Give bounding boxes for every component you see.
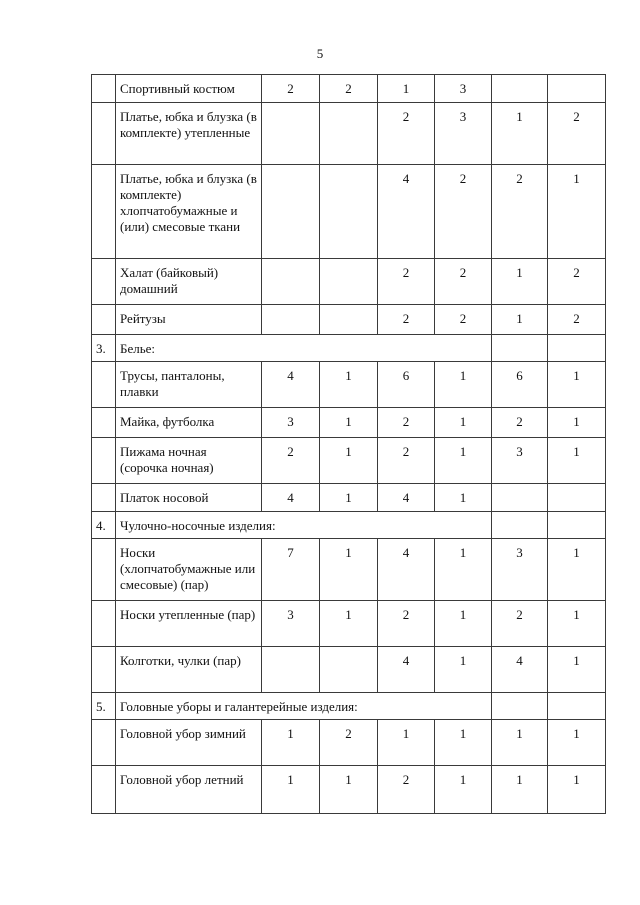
value-cell: 2	[378, 438, 435, 484]
value-cell: 1	[320, 601, 378, 647]
value-cell: 1	[548, 438, 606, 484]
value-cell	[548, 75, 606, 103]
table-row	[92, 408, 606, 438]
value-cell: 1	[320, 766, 378, 814]
empty-cell	[548, 512, 606, 539]
index-cell	[92, 539, 116, 601]
empty-cell	[492, 693, 548, 720]
value-cell	[262, 305, 320, 335]
index-cell	[92, 408, 116, 438]
value-cell: 1	[492, 259, 548, 305]
value-cell: 3	[262, 408, 320, 438]
section-index: 3.	[92, 335, 116, 362]
value-cell	[492, 75, 548, 103]
value-cell: 1	[548, 539, 606, 601]
value-cell: 3	[435, 75, 492, 103]
value-cell: 1	[320, 408, 378, 438]
value-cell	[320, 305, 378, 335]
value-cell: 1	[320, 484, 378, 512]
index-cell	[92, 103, 116, 165]
value-cell: 1	[320, 438, 378, 484]
value-cell: 1	[435, 647, 492, 693]
index-cell	[92, 720, 116, 766]
index-cell	[92, 647, 116, 693]
index-cell	[92, 438, 116, 484]
value-cell: 3	[492, 539, 548, 601]
table-row	[92, 362, 606, 408]
section-title: Чулочно-носочные изделия:	[116, 512, 492, 539]
value-cell: 4	[262, 362, 320, 408]
table-row	[92, 305, 606, 335]
empty-cell	[492, 512, 548, 539]
page-number: 5	[316, 46, 324, 61]
value-cell: 1	[548, 647, 606, 693]
section-title: Головные уборы и галантерейные изделия:	[116, 693, 492, 720]
value-cell: 2	[548, 103, 606, 165]
value-cell: 2	[378, 408, 435, 438]
value-cell: 4	[262, 484, 320, 512]
value-cell: 2	[492, 165, 548, 259]
value-cell: 1	[435, 408, 492, 438]
value-cell	[320, 647, 378, 693]
value-cell: 2	[378, 259, 435, 305]
section-row	[92, 512, 606, 539]
value-cell	[320, 165, 378, 259]
value-cell: 3	[262, 601, 320, 647]
item-name: Трусы, панталоны, плавки	[116, 362, 262, 408]
value-cell: 4	[378, 165, 435, 259]
value-cell: 3	[492, 438, 548, 484]
value-cell: 2	[262, 438, 320, 484]
value-cell: 2	[320, 75, 378, 103]
item-name: Майка, футболка	[116, 408, 262, 438]
table-row	[92, 75, 606, 103]
value-cell	[320, 259, 378, 305]
value-cell: 1	[548, 720, 606, 766]
table-row	[92, 259, 606, 305]
section-row	[92, 693, 606, 720]
table-row	[92, 438, 606, 484]
value-cell: 1	[435, 766, 492, 814]
value-cell: 7	[262, 539, 320, 601]
section-index: 4.	[92, 512, 116, 539]
value-cell: 2	[378, 305, 435, 335]
table-row	[92, 103, 606, 165]
value-cell: 4	[378, 647, 435, 693]
value-cell: 1	[492, 103, 548, 165]
value-cell: 2	[492, 408, 548, 438]
item-name: Носки (хлопчатобумажные или смесовые) (пар)	[116, 539, 262, 601]
value-cell: 1	[435, 438, 492, 484]
table-row	[92, 165, 606, 259]
value-cell: 1	[435, 539, 492, 601]
value-cell: 2	[378, 103, 435, 165]
value-cell	[262, 259, 320, 305]
value-cell	[262, 165, 320, 259]
table-row	[92, 539, 606, 601]
value-cell: 6	[492, 362, 548, 408]
value-cell: 1	[548, 766, 606, 814]
value-cell: 2	[435, 165, 492, 259]
value-cell: 2	[548, 305, 606, 335]
value-cell: 1	[492, 305, 548, 335]
table-body	[92, 75, 606, 814]
value-cell: 1	[548, 362, 606, 408]
item-name: Платье, юбка и блузка (в комплекте) утепленные	[116, 103, 262, 165]
value-cell: 2	[378, 766, 435, 814]
index-cell	[92, 601, 116, 647]
item-name: Рейтузы	[116, 305, 262, 335]
value-cell: 1	[435, 601, 492, 647]
item-name: Колготки, чулки (пар)	[116, 647, 262, 693]
value-cell: 4	[378, 539, 435, 601]
value-cell: 1	[548, 165, 606, 259]
value-cell: 1	[378, 75, 435, 103]
value-cell: 2	[548, 259, 606, 305]
value-cell: 2	[262, 75, 320, 103]
index-cell	[92, 766, 116, 814]
table-row	[92, 484, 606, 512]
item-name: Платье, юбка и блузка (в комплекте) хлопчатобумажные и (или) смесовые ткани	[116, 165, 262, 259]
value-cell	[492, 484, 548, 512]
value-cell	[262, 103, 320, 165]
value-cell: 6	[378, 362, 435, 408]
value-cell	[548, 484, 606, 512]
value-cell: 4	[492, 647, 548, 693]
index-cell	[92, 362, 116, 408]
value-cell: 1	[492, 720, 548, 766]
item-name: Платок носовой	[116, 484, 262, 512]
empty-cell	[492, 335, 548, 362]
index-cell	[92, 259, 116, 305]
item-name: Пижама ночная (сорочка ночная)	[116, 438, 262, 484]
value-cell: 2	[492, 601, 548, 647]
table-row	[92, 720, 606, 766]
section-title: Белье:	[116, 335, 492, 362]
index-cell	[92, 75, 116, 103]
value-cell: 4	[378, 484, 435, 512]
value-cell: 3	[435, 103, 492, 165]
section-index: 5.	[92, 693, 116, 720]
table-row	[92, 601, 606, 647]
value-cell: 1	[435, 362, 492, 408]
value-cell: 1	[492, 766, 548, 814]
empty-cell	[548, 693, 606, 720]
value-cell: 1	[435, 720, 492, 766]
clothing-norms-table	[91, 74, 606, 814]
value-cell: 1	[378, 720, 435, 766]
item-name: Халат (байковый) домашний	[116, 259, 262, 305]
value-cell: 2	[435, 259, 492, 305]
value-cell: 1	[548, 601, 606, 647]
item-name: Головной убор летний	[116, 766, 262, 814]
table-row	[92, 766, 606, 814]
item-name: Носки утепленные (пар)	[116, 601, 262, 647]
section-row	[92, 335, 606, 362]
empty-cell	[548, 335, 606, 362]
value-cell: 1	[262, 766, 320, 814]
value-cell: 2	[435, 305, 492, 335]
value-cell: 1	[435, 484, 492, 512]
index-cell	[92, 305, 116, 335]
index-cell	[92, 165, 116, 259]
item-name: Головной убор зимний	[116, 720, 262, 766]
value-cell	[262, 647, 320, 693]
value-cell	[320, 103, 378, 165]
value-cell: 1	[262, 720, 320, 766]
value-cell: 1	[320, 362, 378, 408]
table-row	[92, 647, 606, 693]
value-cell: 1	[320, 539, 378, 601]
value-cell: 1	[548, 408, 606, 438]
item-name: Спортивный костюм	[116, 75, 262, 103]
value-cell: 2	[378, 601, 435, 647]
value-cell: 2	[320, 720, 378, 766]
index-cell	[92, 484, 116, 512]
